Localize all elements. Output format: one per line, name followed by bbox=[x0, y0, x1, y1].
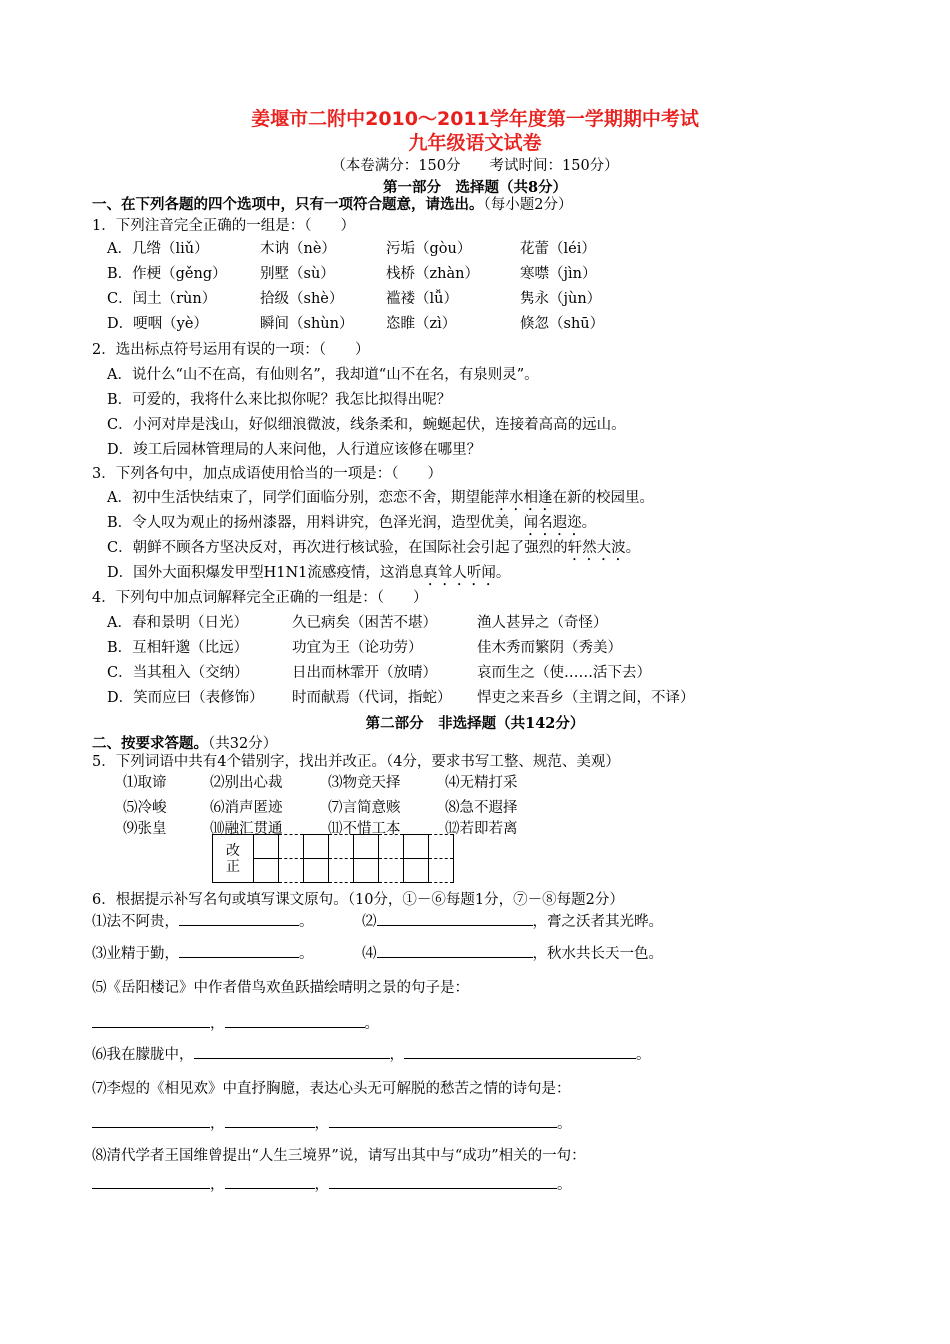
section1-title: 一、在下列各题的四个选项中，只有一项符合题意，请选出。 bbox=[92, 196, 484, 213]
q3-a-idiom: 萍水相逢 bbox=[494, 490, 553, 506]
section2-title: 二、按要求答题。 bbox=[92, 735, 208, 752]
q4-stem: 4．下列句中加点词解释完全正确的一组是：（ ） bbox=[92, 590, 428, 606]
correction-cell[interactable] bbox=[354, 835, 379, 859]
q1-d2: 瞬间（shùn） bbox=[260, 316, 354, 332]
q4-d2: 时而献焉（代词，指蛇） bbox=[292, 690, 452, 706]
q3-a-text: A．初中生活快结束了，同学们面临分别，恋恋不舍，期望能 bbox=[107, 490, 495, 506]
q1-d1: D．哽咽（yè） bbox=[107, 316, 208, 332]
q6-item-4-text: ⑷ bbox=[362, 946, 377, 962]
section1-heading bbox=[92, 193, 572, 214]
q6-item-2 bbox=[362, 910, 663, 931]
q5-word-12: ⑿若即若离 bbox=[445, 821, 518, 837]
q6-item-1 bbox=[92, 910, 314, 931]
answer-blank[interactable] bbox=[194, 1044, 390, 1059]
comma: ， bbox=[389, 1047, 404, 1063]
exam-subtitle: 九年级语文试卷 bbox=[408, 132, 542, 154]
period: 。 bbox=[557, 1177, 572, 1193]
correction-label bbox=[213, 835, 254, 883]
answer-blank[interactable] bbox=[329, 1113, 557, 1128]
q4-a3: 渔人甚异之（奇怪） bbox=[477, 615, 608, 631]
correction-cell[interactable] bbox=[379, 859, 404, 883]
q1-stem: 1．下列注音完全正确的一组是：（ ） bbox=[92, 218, 355, 234]
q6-item-6-text: ⑹我在朦胧中， bbox=[92, 1047, 194, 1063]
q4-b3: 佳木秀而繁阴（秀美） bbox=[477, 640, 622, 656]
q6-item-3-text: ⑶业精于勤， bbox=[92, 946, 179, 962]
q6-stem: 6．根据提示补写名句或填写课文原句。（10分，①－⑥每题1分，⑦－⑧每题2分） bbox=[92, 892, 624, 908]
q6-item-2-tail: ，膏之沃者其光晔。 bbox=[532, 914, 663, 930]
correction-cell[interactable] bbox=[379, 835, 404, 859]
exam-title: 姜堰市二附中2010～2011学年度第一学期期中考试 bbox=[251, 108, 699, 130]
q1-d4: 倏忽（shū） bbox=[520, 316, 605, 332]
correction-cell[interactable] bbox=[254, 859, 279, 883]
q6-item-4-tail: ，秋水共长天一色。 bbox=[532, 946, 663, 962]
q6-item-6 bbox=[92, 1043, 651, 1064]
correction-cell[interactable] bbox=[429, 835, 454, 859]
q5-word-5: ⑸冷峻 bbox=[123, 800, 167, 816]
q6-item-5: ⑸《岳阳楼记》中作者借鸟欢鱼跃描绘晴明之景的句子是： bbox=[92, 980, 469, 996]
q3-option-b bbox=[107, 511, 596, 539]
q4-a1: A．春和景明（日光） bbox=[107, 615, 248, 631]
q3-a-tail: 在新的校园里。 bbox=[552, 490, 654, 506]
correction-cell[interactable] bbox=[329, 859, 354, 883]
q3-b-tail: 。 bbox=[581, 515, 597, 531]
correction-cell[interactable] bbox=[404, 835, 429, 859]
section2-note: （共32分） bbox=[208, 736, 278, 752]
q6-item-8-answer bbox=[92, 1173, 572, 1194]
q6-item-5-answer bbox=[92, 1012, 379, 1033]
q4-a2: 久已病矣（困苦不堪） bbox=[292, 615, 437, 631]
q3-d-idiom: 真耸人听闻 bbox=[423, 565, 496, 581]
q6-item-1-end: 。 bbox=[299, 914, 314, 930]
q6-item-4 bbox=[362, 942, 663, 963]
q4-c1: C．当其租入（交纳） bbox=[107, 665, 249, 681]
answer-blank[interactable] bbox=[404, 1044, 636, 1059]
answer-blank[interactable] bbox=[225, 1113, 315, 1128]
q3-b-idiom: 闻名遐迩 bbox=[523, 515, 582, 531]
q2-option-b: B．可爱的，我将什么来比拟你呢？我怎比拟得出呢？ bbox=[107, 392, 452, 408]
q5-word-2: ⑵别出心裁 bbox=[210, 775, 283, 791]
q6-item-7: ⑺李煜的《相见欢》中直抒胸臆，表达心头无可解脱的愁苦之情的诗句是： bbox=[92, 1081, 571, 1097]
q5-word-11: ⑾不惜工本 bbox=[328, 821, 401, 837]
correction-box bbox=[212, 834, 454, 883]
q1-d3: 恣睢（zì） bbox=[386, 316, 457, 332]
q4-d3: 悍吏之来吾乡（主谓之间，不译） bbox=[477, 690, 695, 706]
q5-word-10: ⑽融汇贯通 bbox=[210, 821, 283, 837]
correction-cell[interactable] bbox=[279, 835, 304, 859]
q1-a2: 木讷（nè） bbox=[260, 241, 336, 257]
answer-blank[interactable] bbox=[329, 1174, 557, 1189]
q4-c3: 哀而生之（使……活下去） bbox=[477, 665, 651, 681]
answer-blank[interactable] bbox=[92, 1174, 210, 1189]
answer-blank[interactable] bbox=[92, 1113, 210, 1128]
answer-blank[interactable] bbox=[377, 943, 533, 958]
q1-c1: C．闰土（rùn） bbox=[107, 291, 217, 307]
period: 。 bbox=[636, 1047, 651, 1063]
q6-item-2-text: ⑵ bbox=[362, 914, 377, 930]
q3-c-tail: 。 bbox=[625, 540, 641, 556]
q4-b2: 功宜为王（论功劳） bbox=[292, 640, 423, 656]
q2-option-c: C．小河对岸是浅山，好似细浪微波，线条柔和，蜿蜒起伏，连接着高高的远山。 bbox=[107, 417, 626, 433]
correction-label-1: 改 bbox=[226, 842, 240, 859]
correction-label-2: 正 bbox=[226, 858, 240, 875]
period: 。 bbox=[364, 1016, 379, 1032]
q6-item-7-answer bbox=[92, 1112, 572, 1133]
answer-blank[interactable] bbox=[92, 1013, 210, 1028]
correction-cell[interactable] bbox=[404, 859, 429, 883]
q6-item-3-end: 。 bbox=[299, 946, 314, 962]
q1-b3: 栈桥（zhàn） bbox=[386, 266, 479, 282]
q1-a4: 花蕾（léi） bbox=[520, 241, 596, 257]
q4-b1: B．互相轩邈（比远） bbox=[107, 640, 249, 656]
comma: ， bbox=[210, 1116, 225, 1132]
q2-option-a: A．说什么“山不在高，有仙则名”，我却道“山不在名，有泉则灵”。 bbox=[107, 367, 539, 383]
q5-word-3: ⑶物竞天择 bbox=[328, 775, 401, 791]
period: 。 bbox=[557, 1116, 572, 1132]
exam-info: （本卷满分：150分 考试时间：150分） bbox=[331, 158, 619, 174]
answer-blank[interactable] bbox=[225, 1013, 365, 1028]
correction-cell[interactable] bbox=[354, 859, 379, 883]
correction-cell[interactable] bbox=[279, 859, 304, 883]
correction-cell[interactable] bbox=[304, 835, 329, 859]
q2-option-d: D．竣工后园林管理局的人来问他，人行道应该修在哪里？ bbox=[107, 442, 482, 458]
q1-c4: 隽永（jùn） bbox=[520, 291, 602, 307]
q3-option-c bbox=[107, 536, 640, 564]
q5-word-4: ⑷无精打采 bbox=[445, 775, 518, 791]
q6-item-8: ⑻清代学者王国维曾提出“人生三境界”说，请写出其中与“成功”相关的一句： bbox=[92, 1148, 586, 1164]
q5-word-1: ⑴取谛 bbox=[123, 775, 167, 791]
q4-d1: D．笑而应曰（表修饰） bbox=[107, 690, 264, 706]
q5-word-9: ⑼张皇 bbox=[123, 821, 167, 837]
q5-word-6: ⑹消声匿迹 bbox=[210, 800, 283, 816]
q5-word-7: ⑺言简意赅 bbox=[328, 800, 401, 816]
q1-b4: 寒噤（jìn） bbox=[520, 266, 597, 282]
q3-stem: 3．下列各句中，加点成语使用恰当的一项是：（ ） bbox=[92, 466, 442, 482]
q2-stem: 2．选出标点符号运用有误的一项：（ ） bbox=[92, 342, 370, 358]
q3-d-tail: 。 bbox=[495, 565, 511, 581]
answer-blank[interactable] bbox=[377, 911, 533, 926]
q1-c3: 褴褛（lǚ） bbox=[386, 291, 458, 307]
q6-item-3 bbox=[92, 942, 314, 963]
correction-cell[interactable] bbox=[429, 859, 454, 883]
part1-heading: 第一部分 选择题（共8分） bbox=[382, 179, 568, 196]
comma: ， bbox=[314, 1116, 329, 1132]
q5-stem: 5．下列词语中共有4个错别字，找出并改正。（4分，要求书写工整、规范、美观） bbox=[92, 754, 620, 770]
q1-a3: 污垢（gòu） bbox=[386, 241, 472, 257]
answer-blank[interactable] bbox=[225, 1174, 315, 1189]
comma: ， bbox=[314, 1177, 329, 1193]
q3-c-text: C．朝鲜不顾各方坚决反对，再次进行核试验，在国际社会引起了强烈的 bbox=[107, 540, 568, 556]
section1-note: （每小题2分） bbox=[483, 197, 573, 213]
correction-cell[interactable] bbox=[329, 835, 354, 859]
comma: ， bbox=[210, 1177, 225, 1193]
answer-blank[interactable] bbox=[179, 943, 299, 958]
q1-b2: 别墅（sù） bbox=[260, 266, 335, 282]
q3-option-a bbox=[107, 486, 654, 514]
answer-blank[interactable] bbox=[179, 911, 299, 926]
q6-item-1-text: ⑴法不阿贵， bbox=[92, 914, 179, 930]
q3-b-text: B．令人叹为观止的扬州漆器，用料讲究，色泽光润，造型优美， bbox=[107, 515, 524, 531]
correction-cell[interactable] bbox=[254, 835, 279, 859]
comma: ， bbox=[210, 1016, 225, 1032]
q4-c2: 日出而林霏开（放晴） bbox=[292, 665, 437, 681]
correction-cell[interactable] bbox=[304, 859, 329, 883]
q3-c-idiom: 轩然大波 bbox=[567, 540, 626, 556]
q5-word-8: ⑻急不遐择 bbox=[445, 800, 518, 816]
q3-option-d bbox=[107, 561, 510, 589]
q1-c2: 拾级（shè） bbox=[260, 291, 344, 307]
q3-d-text: D．国外大面积爆发甲型H1N1流感疫情，这消息 bbox=[107, 565, 424, 581]
q1-b1: B．作梗（gěng） bbox=[107, 266, 227, 282]
part2-heading: 第二部分 非选择题（共142分） bbox=[365, 715, 585, 732]
q1-a1: A．几绺（liǔ） bbox=[107, 241, 209, 257]
